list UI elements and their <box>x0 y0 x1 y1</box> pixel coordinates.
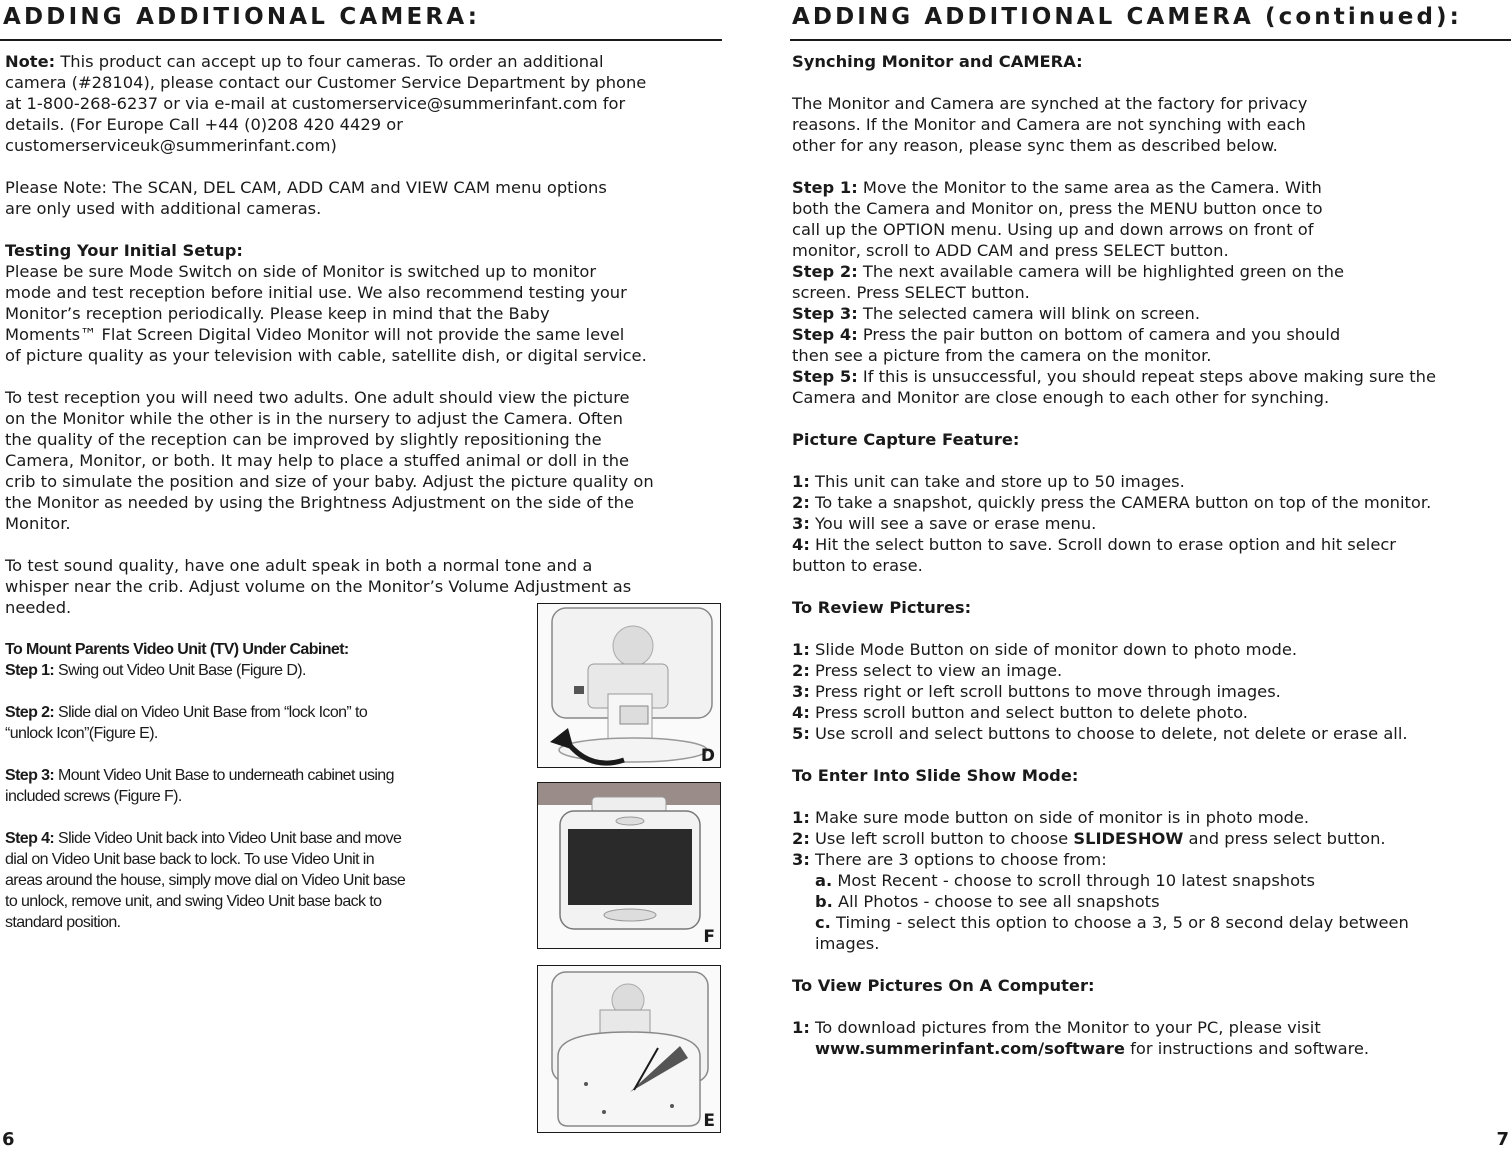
review-step <box>792 723 1510 744</box>
computer-url-text: for instructions and software. <box>1124 1039 1370 1058</box>
sync-step <box>792 177 1510 261</box>
mount-step <box>5 765 520 807</box>
monitor-back-illustration <box>538 604 720 767</box>
capture-step-text: You will see a save or erase menu. <box>809 514 1097 533</box>
left-heading-rule <box>0 39 722 41</box>
left-page <box>0 0 722 1152</box>
review-step-text: Slide Mode Button on side of monitor down to photo mode. <box>809 640 1298 659</box>
left-page-heading: ADDING ADDITIONAL CAMERA: <box>3 4 481 30</box>
review-step-label: 2: <box>792 661 810 680</box>
mount-step-label: Step 4: <box>5 830 55 847</box>
note-label: Note: <box>5 52 56 71</box>
testing-heading: Testing Your Initial Setup: <box>5 241 243 260</box>
right-heading-rule <box>790 39 1511 41</box>
sync-step-text: Press the pair button on bottom of camera and you should then see a picture from the camera on the monitor. <box>792 325 1341 365</box>
left-text-column <box>5 51 721 618</box>
sync-step-label: Step 4: <box>792 325 858 344</box>
slideshow-step-label: 1: <box>792 808 810 827</box>
sync-step <box>792 366 1510 408</box>
computer-step-label: 1: <box>792 1018 810 1037</box>
sync-step-text: If this is unsuccessful, you should repeat steps above making sure the Camera and Monitor are close enough to each other for synching. <box>792 367 1437 407</box>
sync-intro: The Monitor and Camera are synched at the factory for privacy reasons. If the Monitor and Camera are not synching with each other for any reason, please sync them as described below. <box>792 94 1308 155</box>
capture-step-label: 3: <box>792 514 810 533</box>
slideshow-option-label: a. <box>815 871 833 890</box>
slideshow-option-text: Timing - select this option to choose a 3, 5 or 8 second delay between images. <box>815 913 1409 953</box>
mount-step <box>5 702 520 744</box>
page-number-right: 7 <box>1496 1129 1509 1150</box>
review-step-text: Press right or left scroll buttons to move through images. <box>809 682 1281 701</box>
monitor-under-cabinet-illustration <box>538 783 720 948</box>
review-step-text: Press scroll button and select button to delete photo. <box>809 703 1248 722</box>
right-text-column <box>792 51 1510 1059</box>
sync-step-text: The next available camera will be highlighted green on the screen. Press SELECT button. <box>792 262 1344 302</box>
mount-heading: To Mount Parents Video Unit (TV) Under Cabinet: <box>5 641 349 658</box>
mount-step-label: Step 1: <box>5 662 55 679</box>
capture-step-text: Hit the select button to save. Scroll down to erase option and hit selecr button to erase. <box>792 535 1396 575</box>
video-unit-base-dial-illustration <box>538 966 720 1132</box>
mount-step-text: Swing out Video Unit Base (Figure D). <box>54 662 306 679</box>
sync-step <box>792 324 1510 366</box>
software-url-link[interactable]: www.summerinfant.com/software <box>815 1039 1125 1058</box>
please-note-paragraph: Please Note: The SCAN, DEL CAM, ADD CAM and VIEW CAM menu options are only used with additional cameras. <box>5 178 607 218</box>
sync-step-label: Step 1: <box>792 178 858 197</box>
computer-url-line <box>792 1038 1510 1059</box>
slideshow-option <box>815 891 1510 912</box>
review-step-label: 3: <box>792 682 810 701</box>
slideshow-step-text: Make sure mode button on side of monitor is in photo mode. <box>809 808 1310 827</box>
note-text: This product can accept up to four cameras. To order an additional camera (#28104), please contact our Customer Service Department by phone at 1-800-268-6237 or via e-mail at customerservice@summerinfant.com for details. (For Europe Call +44 (0)208 420 4429 or customerserviceuk@summerinfant.com) <box>5 52 647 155</box>
slideshow-step <box>792 828 1510 849</box>
slideshow-heading: To Enter Into Slide Show Mode: <box>792 766 1079 785</box>
figure-f-label: F <box>703 927 715 947</box>
capture-step <box>792 492 1510 513</box>
mount-step-label: Step 2: <box>5 704 55 721</box>
sync-step-label: Step 2: <box>792 262 858 281</box>
computer-heading: To View Pictures On A Computer: <box>792 976 1095 995</box>
review-step <box>792 681 1510 702</box>
slideshow-option-label: c. <box>815 913 831 932</box>
figure-d <box>537 603 721 768</box>
capture-step <box>792 471 1510 492</box>
testing-paragraph: Please be sure Mode Switch on side of Monitor is switched up to monitor mode and test reception before initial use. We also recommend testing your Monitor’s reception periodically. Please keep in mind that the Baby Moments™ Flat Screen Digital Video Monitor will not provide the same level of picture quality as your television with cable, satellite dish, or digital service. <box>5 262 647 365</box>
mount-step <box>5 828 520 933</box>
capture-step-label: 4: <box>792 535 810 554</box>
review-step-text: Press select to view an image. <box>809 661 1063 680</box>
page-number-left: 6 <box>2 1129 15 1150</box>
figure-e-label: E <box>703 1111 715 1131</box>
note-paragraph <box>5 51 721 156</box>
capture-step-label: 2: <box>792 493 810 512</box>
review-step-label: 4: <box>792 703 810 722</box>
slideshow-option <box>815 870 1510 891</box>
slideshow-keyword: SLIDESHOW <box>1073 829 1184 848</box>
right-page <box>790 0 1511 1152</box>
slideshow-step <box>792 849 1510 870</box>
sync-step-label: Step 3: <box>792 304 858 323</box>
slideshow-option-text: Most Recent - choose to scroll through 10 latest snapshots <box>832 871 1315 890</box>
mount-step-text: Slide dial on Video Unit Base from “lock Icon” to “unlock Icon”(Figure E). <box>5 704 368 742</box>
slideshow-step-text: There are 3 options to choose from: <box>809 850 1107 869</box>
sync-step-label: Step 5: <box>792 367 858 386</box>
capture-step-text: This unit can take and store up to 50 images. <box>809 472 1185 491</box>
capture-heading: Picture Capture Feature: <box>792 430 1020 449</box>
slideshow-step <box>792 807 1510 828</box>
sync-step <box>792 303 1510 324</box>
slideshow-step-label: 2: <box>792 829 810 848</box>
slideshow-options <box>792 870 1510 954</box>
slideshow-step-label: 3: <box>792 850 810 869</box>
figure-f <box>537 782 721 949</box>
slideshow-step-text: Use left scroll button to choose <box>809 829 1074 848</box>
mount-step-label: Step 3: <box>5 767 55 784</box>
computer-step-text: To download pictures from the Monitor to your PC, please visit <box>809 1018 1321 1037</box>
capture-step <box>792 513 1510 534</box>
mount-instructions <box>5 639 520 933</box>
mount-step <box>5 660 520 681</box>
reception-paragraph: To test reception you will need two adults. One adult should view the picture on the Monitor while the other is in the nursery to adjust the Camera. Often the quality of the reception can be improved by slightly repositioning the Camera, Monitor, or both. It may help to place a stuffed animal or doll in the crib to simulate the position and size of your baby. Adjust the picture quality on the Monitor as needed by using the Brightness Adjustment on the side of the Monitor. <box>5 388 654 533</box>
sound-paragraph: To test sound quality, have one adult speak in both a normal tone and a whisper near the crib. Adjust volume on the Monitor’s Volume Adjustment as needed. <box>5 556 632 617</box>
right-page-heading: ADDING ADDITIONAL CAMERA (continued): <box>792 4 1462 30</box>
sync-heading: Synching Monitor and CAMERA: <box>792 52 1083 71</box>
slideshow-option <box>815 912 1510 954</box>
capture-step-label: 1: <box>792 472 810 491</box>
review-step <box>792 639 1510 660</box>
computer-step <box>792 1017 1510 1038</box>
sync-step <box>792 261 1510 303</box>
review-step-text: Use scroll and select buttons to choose to delete, not delete or erase all. <box>809 724 1408 743</box>
review-step <box>792 702 1510 723</box>
slideshow-step-text: and press select button. <box>1183 829 1386 848</box>
mount-step-text: Slide Video Unit back into Video Unit base and move dial on Video Unit base back to lock. To use Video Unit in areas around the house, simply move dial on Video Unit base to unlock, remove unit, and swing Video Unit base back to standard position. <box>5 830 406 931</box>
slideshow-option-text: All Photos - choose to see all snapshots <box>832 892 1160 911</box>
sync-step-text: The selected camera will blink on screen. <box>857 304 1201 323</box>
figure-d-label: D <box>700 746 715 766</box>
mount-step-text: Mount Video Unit Base to underneath cabinet using included screws (Figure F). <box>5 767 394 805</box>
capture-step <box>792 534 1510 576</box>
review-step-label: 5: <box>792 724 810 743</box>
slideshow-option-label: b. <box>815 892 833 911</box>
sync-step-text: Move the Monitor to the same area as the Camera. With both the Camera and Monitor on, press the MENU button once to call up the OPTION menu. Using up and down arrows on front of monitor, scroll to ADD CAM and press SELECT button. <box>792 178 1323 260</box>
review-heading: To Review Pictures: <box>792 598 972 617</box>
figure-e <box>537 965 721 1133</box>
review-step-label: 1: <box>792 640 810 659</box>
review-step <box>792 660 1510 681</box>
capture-step-text: To take a snapshot, quickly press the CAMERA button on top of the monitor. <box>809 493 1432 512</box>
